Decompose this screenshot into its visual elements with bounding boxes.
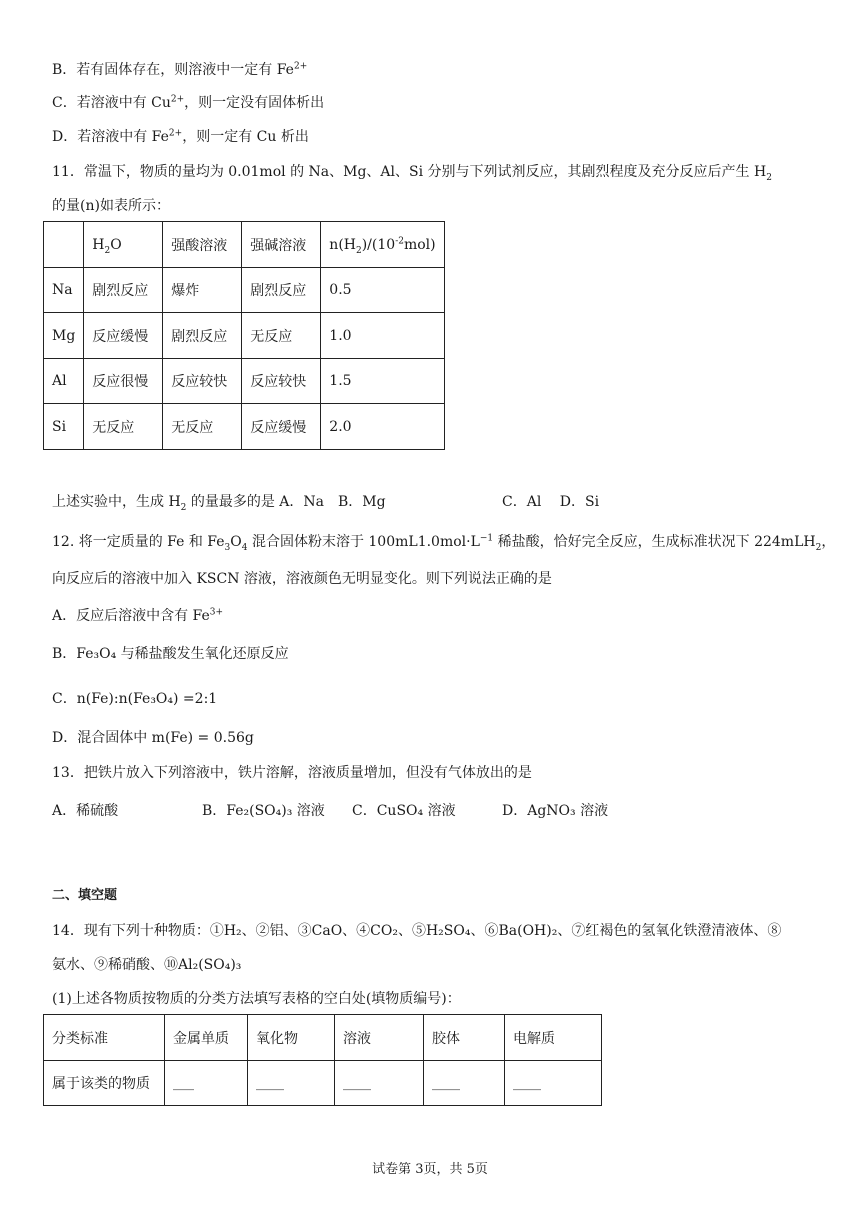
q13-option-b: B．Fe₂(SO₄)₃ 溶液 bbox=[202, 803, 325, 819]
answer-blank[interactable]: ____ bbox=[424, 1061, 505, 1106]
table-cell: 反应较快 bbox=[163, 359, 242, 404]
q10-option-c: C．若溶液中有 $Cu^{2+}$，则一定没有固体析出 bbox=[52, 94, 325, 111]
table-cell: 反应很慢 bbox=[84, 359, 163, 404]
section-title: 二、填空题 bbox=[52, 888, 118, 903]
table-cell: 无反应 bbox=[242, 313, 321, 359]
table-cell: 0.5 bbox=[321, 268, 444, 313]
table-header-cell: $H_2O$ bbox=[84, 222, 163, 268]
q10-option-d: D．若溶液中有 $Fe^{2+}$，则一定有 Cu 析出 bbox=[52, 128, 309, 145]
table-header-cell: 溶液 bbox=[335, 1015, 424, 1061]
table-header-cell: 强酸溶液 bbox=[163, 222, 242, 268]
table-row bbox=[44, 359, 445, 404]
q12-option-c: C．n(Fe):n(Fe₃O₄) =2:1 bbox=[52, 691, 218, 707]
q11-stem-line2: 的量(n)如表所示： bbox=[52, 198, 170, 214]
table-cell: 无反应 bbox=[163, 404, 242, 450]
q11-table bbox=[43, 221, 445, 450]
q14-table bbox=[43, 1014, 602, 1106]
table-header-cell: 电解质 bbox=[505, 1015, 602, 1061]
table-row bbox=[44, 404, 445, 450]
table-cell: 爆炸 bbox=[163, 268, 242, 313]
table-header-cell: $n(H_2)/(10^{-2}mol)$ bbox=[321, 222, 444, 268]
table-header-row bbox=[44, 1015, 602, 1061]
table-cell: Mg bbox=[44, 313, 84, 359]
answer-blank[interactable]: ____ bbox=[505, 1061, 602, 1106]
table-cell: 剧烈反应 bbox=[163, 313, 242, 359]
table-cell: 1.5 bbox=[321, 359, 444, 404]
q13-option-a: A．稀硫酸 bbox=[52, 803, 119, 819]
table-cell: Si bbox=[44, 404, 84, 450]
table-cell: 反应缓慢 bbox=[242, 404, 321, 450]
q10-option-b: B．若有固体存在，则溶液中一定有 $Fe^{2+}$ bbox=[52, 61, 308, 78]
table-cell: Na bbox=[44, 268, 84, 313]
table-cell: 反应较快 bbox=[242, 359, 321, 404]
table-header-cell: 金属单质 bbox=[165, 1015, 248, 1061]
table-row bbox=[44, 313, 445, 359]
table-header-cell: 胶体 bbox=[424, 1015, 505, 1061]
q13-stem: 13．把铁片放入下列溶液中，铁片溶解，溶液质量增加，但没有气体放出的是 bbox=[52, 765, 532, 781]
page-footer: 试卷第 3页，共 5页 bbox=[372, 1162, 488, 1177]
q12-stem-line2: 向反应后的溶液中加入 KSCN 溶液，溶液颜色无明显变化。则下列说法正确的是 bbox=[52, 571, 552, 587]
q12-option-b: B．Fe₃O₄ 与稀盐酸发生氧化还原反应 bbox=[52, 646, 289, 662]
q12-option-d: D．混合固体中 m(Fe) = 0.56g bbox=[52, 730, 254, 746]
table-header-cell: 氧化物 bbox=[248, 1015, 335, 1061]
answer-blank[interactable]: ___ bbox=[165, 1061, 248, 1106]
answer-blank[interactable]: ____ bbox=[335, 1061, 424, 1106]
q13-option-d: D．AgNO₃ 溶液 bbox=[502, 803, 609, 819]
table-header-row bbox=[44, 222, 445, 268]
table-cell bbox=[44, 222, 84, 268]
table-header-cell: 强碱溶液 bbox=[242, 222, 321, 268]
q14-stem: 14．现有下列十种物质：①H₂、②铝、③CaO、④CO₂、⑤H₂SO₄、⑥Ba(OH)₂、⑦红褐色的氢氧化铁澄清液体、⑧ bbox=[52, 923, 782, 939]
table-cell: 反应缓慢 bbox=[84, 313, 163, 359]
table-row bbox=[44, 268, 445, 313]
q14-stem-line2: 氨水、⑨稀硝酸、⑩Al₂(SO₄)₃ bbox=[52, 957, 242, 973]
table-cell: Al bbox=[44, 359, 84, 404]
table-header-cell: 分类标准 bbox=[44, 1015, 165, 1061]
answer-blank[interactable]: ____ bbox=[248, 1061, 335, 1106]
table-cell: 无反应 bbox=[84, 404, 163, 450]
table-row bbox=[44, 1061, 602, 1106]
table-cell: 剧烈反应 bbox=[84, 268, 163, 313]
q11-answer-options: 上述实验中，生成 $H_2$ 的量最多的是 A．Na B．Mg bbox=[52, 494, 386, 513]
q13-option-c: C．CuSO₄ 溶液 bbox=[352, 803, 456, 819]
table-cell: 剧烈反应 bbox=[242, 268, 321, 313]
q11-stem: 11．常温下，物质的量均为 0.01mol 的 Na、Mg、Al、Si 分别与下列试剂反应，其剧烈程度及充分反应后产生 $H_2$ bbox=[52, 164, 772, 183]
q12-stem: 12. 将一定质量的 Fe 和 $Fe_3O_4$ 混合固体粉末溶于 $100mL1.0mol\cdot L^{-1}$ 稀盐酸，恰好完全反应，生成标准状况下 224mLH$_2$， bbox=[52, 533, 836, 553]
q14-subquestion-1: (1)上述各物质按物质的分类方法填写表格的空白处(填物质编号)： bbox=[52, 991, 461, 1007]
q12-option-a: A．反应后溶液中含有 $Fe^{3+}$ bbox=[52, 607, 224, 624]
table-cell: 1.0 bbox=[321, 313, 444, 359]
table-cell: 属于该类的物质 bbox=[44, 1061, 165, 1106]
table-cell: 2.0 bbox=[321, 404, 444, 450]
q11-answer-options-cd: C．Al D．Si bbox=[502, 494, 600, 510]
